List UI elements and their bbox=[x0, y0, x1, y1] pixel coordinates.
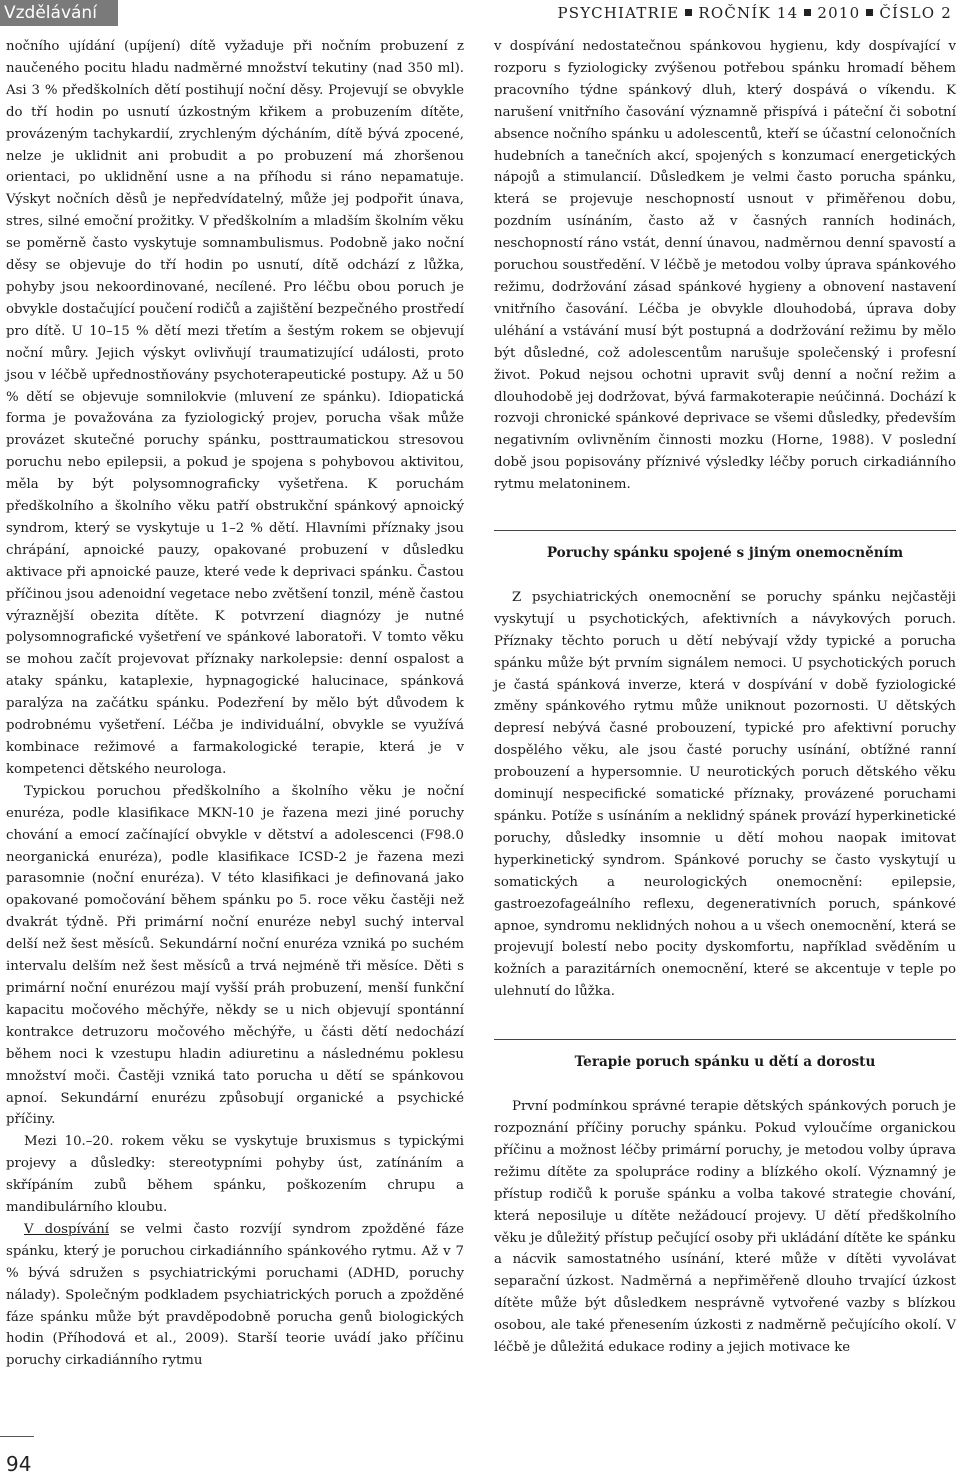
section-heading: Terapie poruch spánku u dětí a dorostu bbox=[494, 1039, 956, 1074]
paragraph: nočního ujídání (upíjení) dítě vyžaduje při nočním probuzení z naučeného pocitu hladu nadměrné množství tekutiny (nad 350 ml). Asi 3 % předškolních dětí postihují noční děsy. Projevují se obvykle do tří hodin po usnutí úzkostným křikem a probuzením dítěte, provázeným tachykardií, zrychleným dýcháním, dítě bývá zpocené, nelze je uklidnit ani probudit a po probuzení má zhoršenou orientaci, po uklidnění usne a na příhodu si ráno nepamatuje. Výskyt nočních děsů je nepředvídatelný, může jej podpořit únava, stres, silné emoční prožitky. V předškolním a mladším školním věku se poměrně často vyskytuje somnambulismus. Podobně jako noční děsy se objevuje do tří hodin po usnutí, dítě odchází z lůžka, pohyby jsou nekoordinované, necílené. Pro léčbu obou poruch je obvykle dostačující poučení rodičů a zajištění bezpečného prostředí pro dítě. U 10–15 % dětí mezi třetím a šestým rokem se objevují noční můry. Jejich výskyt ovlivňují traumatizující události, proto jsou v léčbě upřednostňovány psychoterapeutické postupy. Až u 50 % dětí se objevuje somnilokvie (mluvení ze spánku). Idiopatická forma je považována za fyziologický projev, porucha však může provázet skutečné poruchy spánku, posttraumatickou stresovou poruchu nebo epilepsii, a pokud je spojena s pohybovou aktivitou, měla by být polysomnograficky vyšetřena. K poruchám předškolního a školního věku patří obstrukční spánkový apnoický syndrom, který se vyskytuje u 1–2 % dětí. Hlavními příznaky jsou chrápání, apnoické pauzy, opakované probuzení v důsledku aktivace při apnoické pauze, které vede k deprivaci spánku. Častou příčinou jsou adenoidní vegetace nebo zvětšení tonzil, méně častou výraznější obezita dítěte. K potvrzení diagnózy je nutné polysomnografické vyšetření ve spánkové laboratoři. V tomto věku se mohou začít projevovat příznaky narkolepsie: denní ospalost a ataky spánku, kataplexie, hypnagogické halucinace, spánková paralýza na začátku spánku. Podezření by mělo být důvodem k podrobnému vyšetření. Léčba je individuální, obvykle se využívá kombinace režimové a farmakologické terapie, která je v kompetenci dětského neurologa. bbox=[6, 39, 464, 777]
separator-square-icon bbox=[866, 9, 873, 16]
underlined-lead: V dospívání bbox=[24, 1221, 110, 1237]
section-heading: Poruchy spánku spojené s jiným onemocněním bbox=[494, 530, 956, 565]
separator-square-icon bbox=[804, 9, 811, 16]
separator-square-icon bbox=[685, 9, 692, 16]
right-column bbox=[494, 36, 956, 1359]
journal-title: PSYCHIATRIE bbox=[557, 4, 680, 22]
footer-rule bbox=[0, 1436, 34, 1437]
journal-info bbox=[557, 0, 952, 26]
paragraph-text: se velmi často rozvíjí syndrom zpožděné fáze spánku, který je poruchou cirkadiánního spánkového rytmu. Až v 7 % bývá sdružen s psychiatrickými poruchami (ADHD, poruchy nálady). Společným podkladem psychiatrických poruch a zpožděné fáze spánku může být pravděpodobně porucha genů biologických hodin (Příhodová et al., 2009). Starší teorie uvádí jako příčinu poruchy cirkadiánního rytmu bbox=[6, 1221, 464, 1369]
journal-volume: ROČNÍK 14 bbox=[698, 4, 799, 22]
page-number: 94 bbox=[6, 1452, 32, 1476]
paragraph: v dospívání nedostatečnou spánkovou hygienu, kdy dospívající v rozporu s fyziologicky zvýšenou potřebou spánku hromadí během pracovního týdne spánkový dluh, který dospává o víkendu. K narušení vnitřního časování významně přispívá i páteční či sobotní absence nočního spánku u adolescentů, kteří se účastní celonočních hudebních a tanečních akcí, spojených s konzumací energetických nápojů a stimulancií. Důsledkem je velmi často porucha spánku, která se projevuje neschopností usnout v přiměřenou dobu, pozdním usínáním, často až v časných ranních hodinách, neschopností ráno vstát, denní únavou, nadměrnou denní spavostí a poruchou soustředění. V léčbě je metodou volby úprava spánkového režimu, dodržování zásad spánkové hygieny a obnovení nastavení vnitřního časování. Léčba je obvykle dlouhodobá, úprava doby uléhání a vstávání musí být postupná a dodržování režimu by mělo být důsledné, což adolescentům narušuje společenský i profesní život. Pokud nejsou ochotni upravit svůj denní a noční režim a dlouhodobě jej dodržovat, bývá farmakoterapie neúčinná. Dochází k rozvoji chronické spánkové deprivace se všemi důsledky, především negativním ovlivněním činnosti mozku (Horne, 1988). V poslední době jsou popisovány příznivé výsledky léčby poruch cirkadiánního rytmu melatoninem. bbox=[494, 39, 956, 493]
journal-year: 2010 bbox=[817, 4, 861, 22]
paragraph: Mezi 10.–20. rokem věku se vyskytuje bruxismus s typickými projevy a důsledky: stereotypními pohyby úst, zatínáním a skřípáním zubů během spánku, poškozením chrupu a mandibulárního kloubu. bbox=[6, 1134, 464, 1216]
paragraph: Z psychiatrických onemocnění se poruchy spánku nejčastěji vyskytují u psychotických, afektivních a návykových poruch. Příznaky těchto poruch u dětí nebývají vždy typické a porucha spánku může být prvním signálem nemoci. U psychotických poruch je častá spánková inverze, která v dospívání v době fyziologické změny spánkového rytmu může uniknout pozornosti. U dětských depresí nebývá časné probouzení, typické pro afektivní poruchy dospělého věku, ale jsou časté poruchy usínání, obtížné ranní probouzení a hypersomnie. U neurotických poruch dětského věku dominují nespecifické somatické příznaky, provázené poruchami spánku. Potíže s usínáním a neklidný spánek provází hyperkinetické poruchy, důsledky insomnie u dětí mohou naopak imitovat hyperkinetický syndrom. Spánkové poruchy se často vyskytují u somatických a neurologických onemocnění: epilepsie, gastroezofageálního reflexu, degenerativních poruch, spánkové apnoe, syndromu neklidných nohou a u všech onemocnění, která se projevují bolestí nebo pocity dyskomfortu, například svěděním u kožních a parazitárních onemocnění, které se akcentuje v teple po ulehnutí do lůžka. bbox=[494, 589, 956, 1000]
paragraph: První podmínkou správné terapie dětských spánkových poruch je rozpoznání příčiny poruchy spánku. Pokud vyloučíme organickou příčinu a možnost léčby primární poruchy, je metodou volby úprava režimu dítěte za spolupráce rodiny a blízkého okolí. Významný je přístup rodičů k poruše spánku a volba takové strategie chování, která neposiluje u dítěte nežádoucí projevy. U dětí předškolního věku je důležitý přístup pečující osoby při ukládání dítěte ke spánku a nácvik samostatného usínání, které může v dítěti vyvolávat separační úzkost. Nadměrná a nepřiměřeně dlouho trvající úzkost dítěte může být důsledkem nesprávně vytvořené vazby s blízkou osobou, ale také přenesením úzkosti z nadměrně pečujícího okolí. V léčbě je důležitá edukace rodiny a jejich motivace ke bbox=[494, 1099, 956, 1356]
paragraph bbox=[6, 1219, 464, 1372]
paragraph: Typickou poruchou předškolního a školního věku je noční enuréza, podle klasifikace MKN-10 je řazena mezi jiné poruchy chování a emocí začínající obvykle v dětství a adolescenci (F98.0 neorganická enuréza), podle klasifikace ICSD-2 je řazena mezi parasomnie (noční enuréza). V této klasifikaci je definovaná jako opakované pomočování během spánku po 5. roce věku častěji než dvakrát týdně. Při primární noční enuréze nebyl suchý interval delší než šest měsíců. Sekundární noční enuréza vzniká po suchém intervalu delším než šest měsíců a trvá nejméně tři měsíce. Děti s primární noční enurézou mají vyšší práh probuzení, menší funkční kapacitu močového měchýře, někdy se u nich objevují spontánní kontrakce detruzoru močového měchýře, u části dětí nedochází během noci k vzestupu hladin adiuretinu a následnému poklesu množství moči. Častěji vzniká tato porucha u dětí se spánkovou apnoí. Sekundární enurézu způsobují organické a psychické příčiny. bbox=[6, 783, 464, 1128]
journal-issue: ČÍSLO 2 bbox=[879, 4, 952, 22]
section-label: Vzdělávání bbox=[0, 0, 118, 26]
page-header bbox=[0, 0, 960, 26]
left-column bbox=[6, 36, 464, 1372]
